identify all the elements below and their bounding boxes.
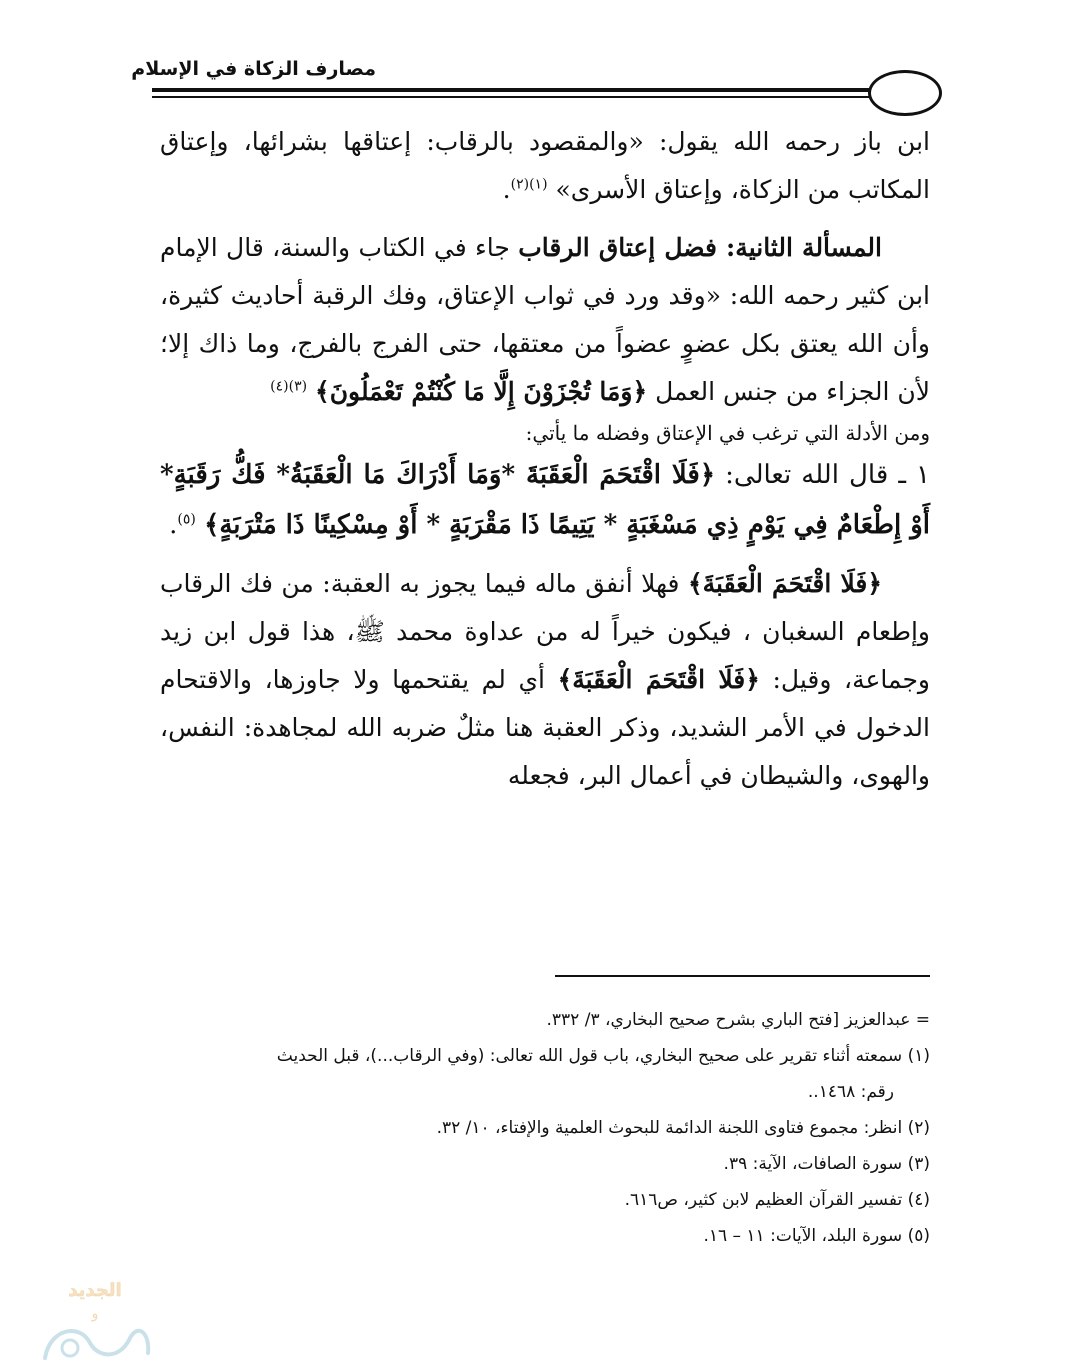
footnote-separator xyxy=(555,975,930,977)
svg-text:و: و xyxy=(91,1306,99,1322)
paragraph-2 xyxy=(160,224,930,416)
paragraph-2-text: جاء في الكتاب والسنة، قال الإمام ابن كثير رحمه الله: «وقد ورد في ثواب الإعتاق، وفك الرقبة أحاديث كثيرة، وأن الله يعتق بكل عضوٍ عضواً من معتقها، حتى الفرج بالفرج، وما ذاك إلا؛ لأن الجزاء من جنس العمل xyxy=(160,233,930,406)
footnote-1-continued: رقم: ١٤٦٨.. xyxy=(807,1082,894,1102)
main-text xyxy=(160,118,930,800)
paragraph-5 xyxy=(160,560,930,800)
paragraph-5-text-b: أي لم يقتحمها ولا جاوزها، والاقتحام الدخول في الأمر الشديد، وذكر العقبة هنا مثلٌ ضربه الله لمجاهدة: النفس، والهوى، والشيطان في أعمال البر، فجعله xyxy=(160,665,930,790)
header-rule-thick xyxy=(152,88,872,92)
footnote-2: (٢) انظر: مجموع فتاوى اللجنة الدائمة للبحوث العلمية والإفتاء، ١٠/ ٣٢. xyxy=(436,1118,930,1138)
svg-text:الجديد: الجديد xyxy=(68,1280,122,1301)
footnote-ref-5: (٥) xyxy=(177,511,196,528)
paragraph-1-end: . xyxy=(502,175,511,204)
paragraph-1-text: ابن باز رحمه الله يقول: «والمقصود بالرقاب: إعتاقها بشرائها، وإعتاق المكاتب من الزكاة، وإعتاق الأسرى» xyxy=(160,127,930,204)
footnote-ref-1-2: (١)(٢) xyxy=(510,176,548,193)
footnote-3: (٣) سورة الصافات، الآية: ٣٩. xyxy=(723,1154,930,1174)
paragraph-3: ومن الأدلة التي ترغب في الإعتاق وفضله ما يأتي: xyxy=(525,421,930,445)
header-rule-thin xyxy=(152,96,872,98)
paragraph-4-end: . xyxy=(169,510,178,540)
quran-verse-4: ﴿فَلَا اقْتَحَمَ الْعَقَبَةَ﴾ xyxy=(557,665,760,694)
watermark-logo-icon xyxy=(30,1268,160,1368)
paragraph-1 xyxy=(160,118,930,214)
footnote-5: (٥) سورة البلد، الآيات: ١١ – ١٦. xyxy=(703,1226,930,1246)
page-number-oval xyxy=(868,70,942,116)
footnotes xyxy=(160,1002,930,1254)
quran-verse-3: ﴿فَلَا اقْتَحَمَ الْعَقَبَةَ﴾ xyxy=(687,569,882,598)
section-heading: المسألة الثانية: فضل إعتاق الرقاب xyxy=(518,233,882,262)
footnote-ref-3-4: (٣)(٤) xyxy=(270,378,308,395)
quran-verse-2: ﴿فَلَا اقْتَحَمَ الْعَقَبَةَ *وَمَا أَدْرَاكَ مَا الْعَقَبَةُ* فَكُّ رَقَبَةٍ* أَوْ إِطْعَامٌ فِي يَوْمٍ ذِي مَسْغَبَةٍ * يَتِيمًا ذَا مَقْرَبَةٍ * أَوْ مِسْكِينًا ذَا مَتْرَبَةٍ﴾ xyxy=(160,460,930,540)
footnote-continuation: = عبدالعزيز [فتح الباري بشرح صحيح البخاري، ٣/ ٣٣٢. xyxy=(546,1010,930,1030)
footnote-1: (١) سمعته أثناء تقرير على صحيح البخاري، باب قول الله تعالى: (وفي الرقاب...)، قبل الحديث xyxy=(276,1046,930,1066)
paragraph-5-text-a: فهلا أنفق ماله فيما يجوز به العقبة: من فك الرقاب وإطعام السغبان ، فيكون خيراً له من عداوة محمد ﷺ، هذا قول ابن زيد وجماعة، وقيل: xyxy=(160,569,930,694)
running-header: مصارف الزكاة في الإسلام xyxy=(131,58,376,80)
quran-verse-1: ﴿وَمَا تُجْزَوْنَ إِلَّا مَا كُنْتُمْ تَعْمَلُونَ﴾ xyxy=(315,377,648,406)
paragraph-4 xyxy=(160,450,930,550)
footnote-4: (٤) تفسير القرآن العظيم لابن كثير، ص٦١٦. xyxy=(624,1190,930,1210)
list-item-prefix: ١ ـ قال الله تعالى: xyxy=(715,460,930,490)
